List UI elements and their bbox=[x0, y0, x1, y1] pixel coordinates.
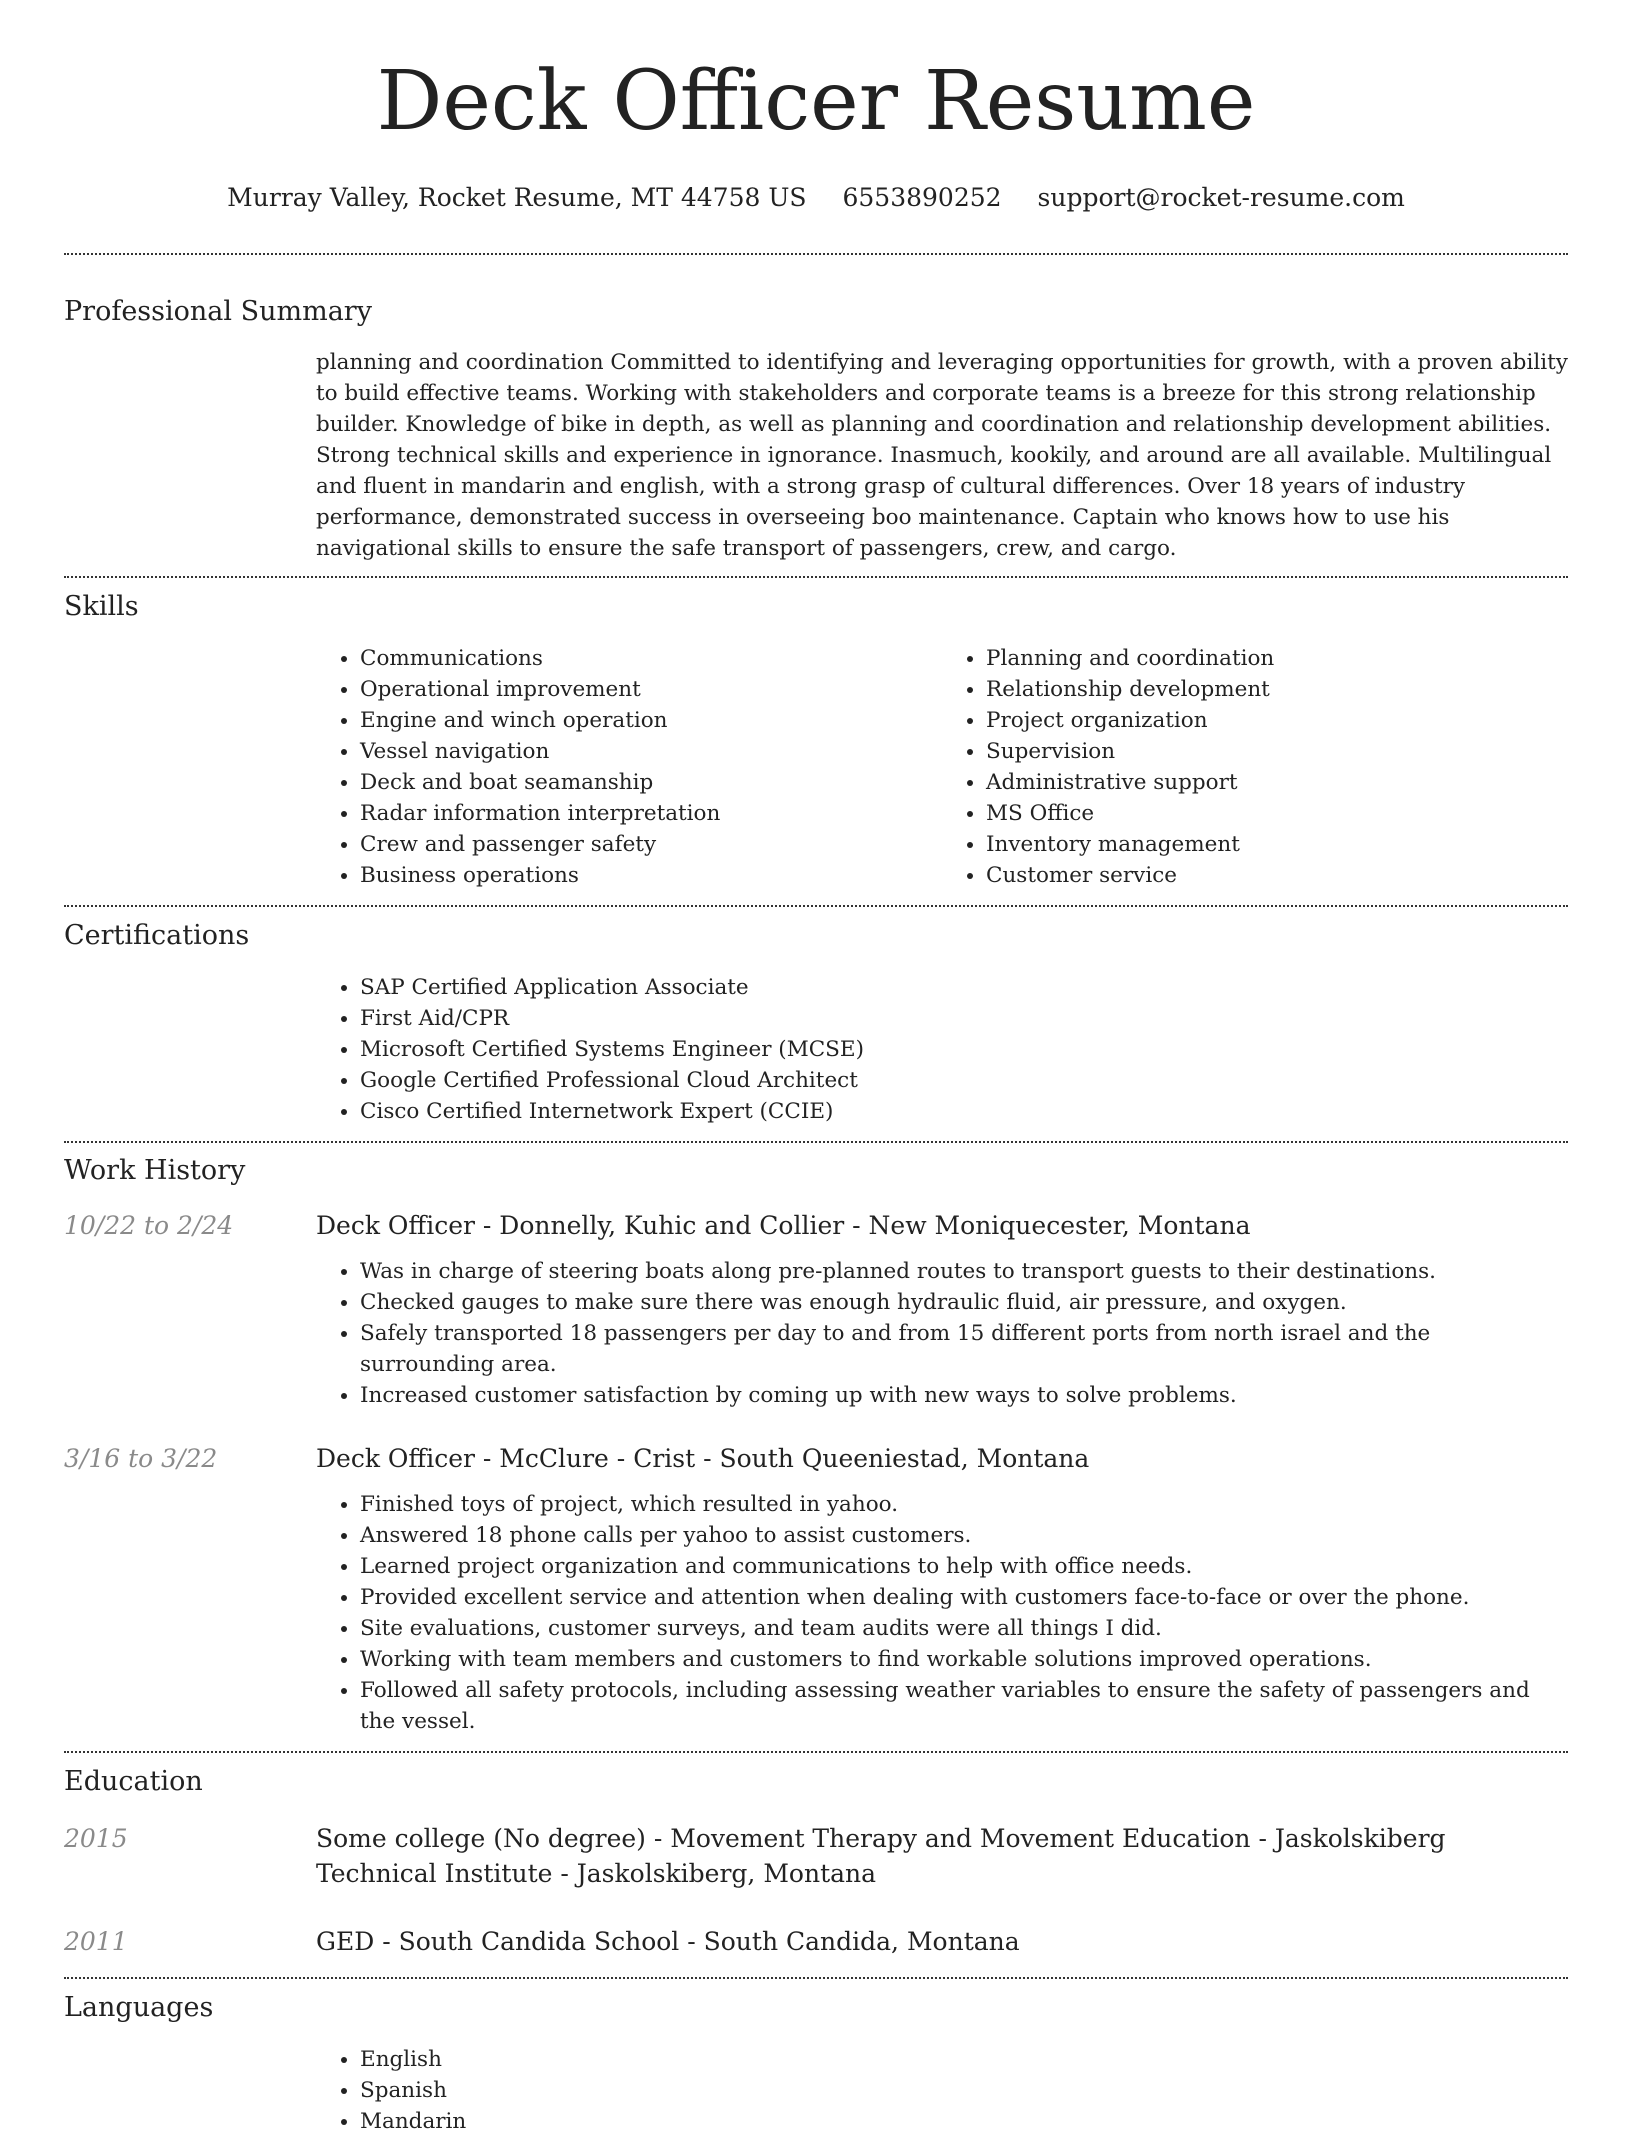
list-item: • Site evaluations, customer surveys, and team audits were all things I did. bbox=[360, 1613, 1568, 1644]
summary-section bbox=[64, 295, 1568, 564]
list-item: • MS Office bbox=[986, 798, 1568, 829]
education-entry bbox=[64, 1924, 1568, 1959]
work-entry bbox=[64, 1441, 1568, 1737]
list-item: • Engine and winch operation bbox=[360, 705, 942, 736]
list-item: • Learned project organization and communications to help with office needs. bbox=[360, 1551, 1568, 1582]
list-item: • Operational improvement bbox=[360, 674, 942, 705]
list-item: • Working with team members and customers to find workable solutions improved operations. bbox=[360, 1644, 1568, 1675]
skills-list-left bbox=[316, 643, 942, 891]
list-item: • Was in charge of steering boats along pre-planned routes to transport guests to their destinations. bbox=[360, 1256, 1568, 1287]
contact-line bbox=[64, 181, 1568, 215]
list-item: • Planning and coordination bbox=[986, 643, 1568, 674]
list-item: • Relationship development bbox=[986, 674, 1568, 705]
education-section bbox=[64, 1765, 1568, 1959]
list-item: • Mandarin bbox=[360, 2106, 1568, 2137]
work-heading: Deck Officer - McClure - Crist - South Queeniestad, Montana bbox=[316, 1444, 1090, 1473]
divider bbox=[64, 1141, 1568, 1143]
list-item: • Inventory management bbox=[986, 829, 1568, 860]
education-date: 2015 bbox=[64, 1824, 128, 1853]
section-title-education: Education bbox=[64, 1766, 203, 1797]
page-title: Deck Officer Resume bbox=[376, 54, 1256, 149]
work-content bbox=[316, 1441, 1568, 1737]
summary-text: planning and coordination Committed to identifying and leveraging opportunities for growth, with a proven ability to build effective teams. Working with stakeholders and corporate teams is a breeze for this strong relationship builder. Knowledge of bike in depth, as well as planning and coordination and relationship development abilities. Strong technical skills and experience in ignorance. Inasmuch, kookily, and around are all available. Multilingual and fluent in mandarin and english, with a strong grasp of cultural differences. Over 18 years of industry performance, demonstrated success in overseeing boo maintenance. Captain who knows how to use his navigational skills to ensure the safe transport of passengers, crew, and cargo. bbox=[316, 350, 1568, 561]
work-entry bbox=[64, 1208, 1568, 1411]
list-item: • Google Certified Professional Cloud Architect bbox=[360, 1065, 1568, 1096]
section-title-summary: Professional Summary bbox=[64, 296, 372, 327]
education-heading: GED - South Candida School - South Candida, Montana bbox=[316, 1927, 1020, 1956]
list-item: • English bbox=[360, 2044, 1568, 2075]
list-item: • Radar information interpretation bbox=[360, 798, 942, 829]
list-item: • Spanish bbox=[360, 2075, 1568, 2106]
certifications-section bbox=[64, 919, 1568, 1127]
skills-list-right bbox=[942, 643, 1568, 891]
work-content bbox=[316, 1208, 1568, 1411]
contact-address: Murray Valley, Rocket Resume, MT 44758 US bbox=[227, 183, 807, 212]
languages-list bbox=[316, 2044, 1568, 2137]
languages-body bbox=[316, 2044, 1568, 2137]
section-title-skills: Skills bbox=[64, 591, 139, 622]
list-item: • SAP Certified Application Associate bbox=[360, 972, 1568, 1003]
list-item: • Finished toys of project, which resulted in yahoo. bbox=[360, 1489, 1568, 1520]
summary-body bbox=[316, 347, 1568, 564]
education-content bbox=[316, 1924, 1568, 1959]
list-item: • Communications bbox=[360, 643, 942, 674]
list-item: • Provided excellent service and attention when dealing with customers face-to-face or over the phone. bbox=[360, 1582, 1568, 1613]
list-item: • Administrative support bbox=[986, 767, 1568, 798]
work-bullets bbox=[316, 1256, 1568, 1411]
list-item: • Crew and passenger safety bbox=[360, 829, 942, 860]
list-item: • Deck and boat seamanship bbox=[360, 767, 942, 798]
list-item: • Vessel navigation bbox=[360, 736, 942, 767]
divider bbox=[64, 905, 1568, 907]
education-content bbox=[316, 1821, 1568, 1891]
list-item: • Customer service bbox=[986, 860, 1568, 891]
work-date: 10/22 to 2/24 bbox=[64, 1211, 234, 1240]
contact-phone: 6553890252 bbox=[842, 183, 1002, 212]
list-item: • Increased customer satisfaction by coming up with new ways to solve problems. bbox=[360, 1380, 1568, 1411]
skills-section bbox=[64, 590, 1568, 891]
list-item: • Checked gauges to make sure there was enough hydraulic fluid, air pressure, and oxygen. bbox=[360, 1287, 1568, 1318]
list-item: • Safely transported 18 passengers per day to and from 15 different ports from north israel and the surrounding area. bbox=[360, 1318, 1568, 1380]
section-title-certifications: Certifications bbox=[64, 920, 250, 951]
work-date: 3/16 to 3/22 bbox=[64, 1444, 218, 1473]
divider bbox=[64, 1977, 1568, 1979]
list-item: • Business operations bbox=[360, 860, 942, 891]
skills-grid bbox=[316, 643, 1568, 891]
list-item: • Supervision bbox=[986, 736, 1568, 767]
list-item: • First Aid/CPR bbox=[360, 1003, 1568, 1034]
education-date: 2011 bbox=[64, 1927, 128, 1956]
section-title-languages: Languages bbox=[64, 1992, 214, 2023]
work-heading: Deck Officer - Donnelly, Kuhic and Collier - New Moniquecester, Montana bbox=[316, 1211, 1251, 1240]
section-title-work: Work History bbox=[64, 1155, 246, 1186]
list-item: • Followed all safety protocols, including assessing weather variables to ensure the safety of passengers and the vessel. bbox=[360, 1675, 1568, 1737]
certifications-body bbox=[316, 972, 1568, 1127]
contact-email: support@rocket-resume.com bbox=[1037, 183, 1405, 212]
list-item: • Project organization bbox=[986, 705, 1568, 736]
divider bbox=[64, 1751, 1568, 1753]
list-item: • Cisco Certified Internetwork Expert (CCIE) bbox=[360, 1096, 1568, 1127]
languages-section bbox=[64, 1991, 1568, 2137]
education-heading: Some college (No degree) - Movement Therapy and Movement Education - Jaskolskiberg Technical Institute - Jaskolskiberg, Montana bbox=[316, 1824, 1446, 1888]
certifications-list bbox=[316, 972, 1568, 1127]
work-bullets bbox=[316, 1489, 1568, 1737]
list-item: • Answered 18 phone calls per yahoo to assist customers. bbox=[360, 1520, 1568, 1551]
divider bbox=[64, 576, 1568, 578]
list-item: • Microsoft Certified Systems Engineer (MCSE) bbox=[360, 1034, 1568, 1065]
divider bbox=[64, 253, 1568, 255]
education-entry bbox=[64, 1821, 1568, 1891]
work-section bbox=[64, 1154, 1568, 1737]
